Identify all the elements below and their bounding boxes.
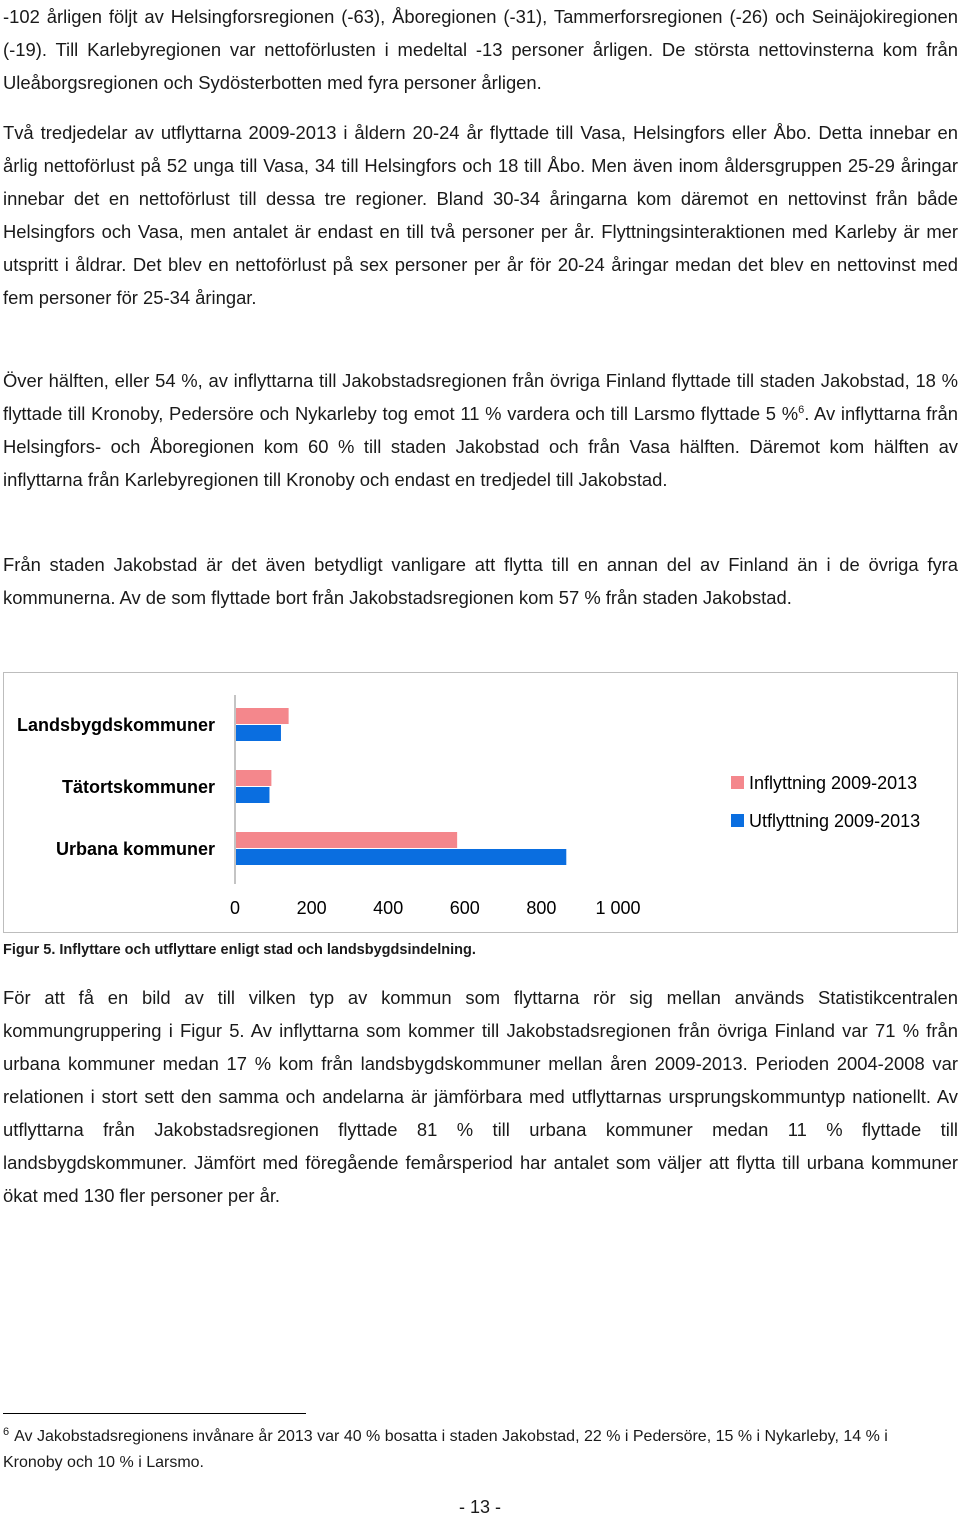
bar-chart — [4, 673, 957, 932]
bar-inflyttning — [236, 708, 289, 724]
x-tick-label: 200 — [296, 898, 327, 918]
paragraph-text: Två tredjedelar av utflyttarna 2009-2013 i åldern 20-24 år flyttade till Vasa, Helsingfors eller Åbo. Detta innebar en årlig nettoförlust på 52 unga till Vasa, 34 till Helsingfors och 18 till Åbo. Men även inom åldersgruppen 25-29 åringar innebar det en nettoförlust till dessa tre regioner. Bland 30-34 åringarna kom däremot en nettovinst från både Helsingfors och Vasa, men antalet är endast en till två personer per år. Flyttningsinteraktionen med Karleby är mer utspritt i åldrar. Det blev en nettoförlust på sex personer per år för 20-24 åringar medan det blev en nettovinst med fem personer för 25-34 åringar. — [3, 122, 958, 308]
bar-utflyttning — [236, 849, 566, 865]
x-tick-label: 800 — [526, 898, 557, 918]
bar-utflyttning — [236, 725, 281, 741]
body-paragraph-4 — [3, 548, 958, 614]
footnote-marker: 6 — [3, 1426, 10, 1438]
body-paragraph-5 — [3, 981, 958, 1212]
figure-caption: Figur 5. Inflyttare och utflyttare enligt stad och landsbygdsindelning. — [3, 942, 476, 958]
footnote-reference[interactable]: 6 — [798, 404, 805, 416]
paragraph-text-part: . Av inflyttarna från Helsingfors- och Åboregionen kom 60 % till staden Jakobstad och från Vasa hälften. Däremot kom hälften av inflyttarna från Karlebyregionen till Kronoby och endast en tredjedel till Jakobstad. — [3, 403, 958, 490]
paragraph-text — [3, 364, 958, 496]
category-label: Landsbygdskommuner — [16, 715, 215, 735]
footnote-text: Av Jakobstadsregionens invånare år 2013 var 40 % bosatta i staden Jakobstad, 22 % i Pedersöre, 15 % i Nykarleby, 14 % i Kronoby och 10 % i Larsmo. — [3, 1428, 888, 1471]
x-tick-label: 400 — [373, 898, 404, 918]
legend-swatch — [731, 776, 744, 789]
paragraph-text-part: Över hälften, eller 54 %, av inflyttarna till Jakobstadsregionen från övriga Finland flyttade till staden Jakobstad, 18 % flyttade till Kronoby, Pedersöre och Nykarleby tog emot 11 % vardera och till Larsmo flyttade 5 % — [3, 370, 958, 424]
category-label: Urbana kommuner — [55, 839, 215, 859]
x-tick-label: 0 — [229, 898, 241, 918]
footnote-separator — [3, 1413, 306, 1414]
paragraph-text: -102 årligen följt av Helsingforsregionen (-63), Åboregionen (-31), Tammerforsregionen (-26) och Seinäjokiregionen (-19). Till Karlebyregionen var nettoförlusten i medeltal -13 personer årligen. De största nettovinsterna kom från Uleåborgsregionen och Sydösterbotten med fyra personer årligen. — [3, 6, 958, 93]
bar-inflyttning — [236, 832, 457, 848]
bar-utflyttning — [236, 787, 269, 803]
footnote — [3, 1424, 943, 1476]
legend-label: Utflyttning 2009-2013 — [749, 811, 921, 831]
body-paragraph-1 — [3, 0, 958, 99]
page-number: - 13 - — [458, 1497, 501, 1517]
x-tick-label: 600 — [449, 898, 480, 918]
bar-inflyttning — [236, 770, 271, 786]
paragraph-text: Från staden Jakobstad är det även betydligt vanligare att flytta till en annan del av Finland än i de övriga fyra kommunerna. Av de som flyttade bort från Jakobstadsregionen kom 57 % från staden Jakobstad. — [3, 554, 958, 608]
x-tick-label: 1 000 — [595, 898, 641, 918]
body-paragraph-3 — [3, 364, 958, 496]
chart-container — [3, 672, 958, 933]
legend-swatch — [731, 814, 744, 827]
paragraph-text: För att få en bild av till vilken typ av kommun som flyttarna rör sig mellan används Statistikcentralen kommungruppering i Figur 5. Av inflyttarna som kommer till Jakobstadsregionen från övriga Finland var 71 % från urbana kommuner medan 17 % kom från landsbygdskommuner mellan åren 2009-2013. Perioden 2004-2008 var relationen i stort sett den samma och andelarna är jämförbara med utflyttarnas ursprungskommuntyp nationellt. Av utflyttarna från Jakobstadsregionen flyttade 81 % till urbana kommuner medan 11 % flyttade till landsbygdskommuner. Jämfört med föregående femårsperiod har antalet som väljer att flytta till urbana kommuner ökat med 130 fler personer per år. — [3, 987, 958, 1206]
category-label: Tätortskommuner — [61, 777, 215, 797]
body-paragraph-2 — [3, 116, 958, 314]
legend-label: Inflyttning 2009-2013 — [749, 773, 918, 793]
